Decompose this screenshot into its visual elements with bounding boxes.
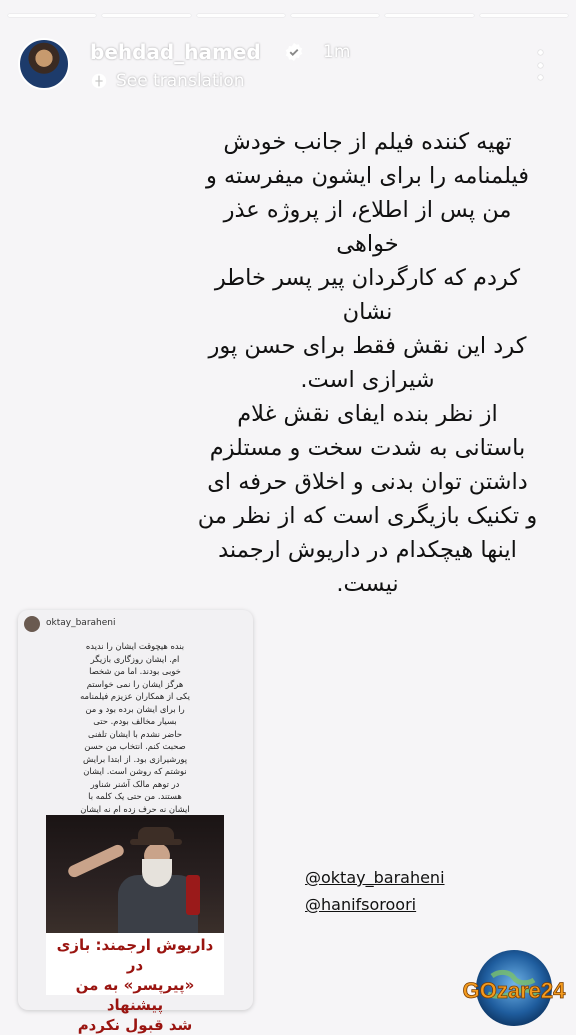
news-headline xyxy=(46,933,224,1034)
repost-text-line: بسیار مخالف بودم. حتی xyxy=(93,716,177,726)
repost-username: oktay_baraheni xyxy=(46,618,116,628)
verified-badge-icon xyxy=(284,42,304,62)
progress-segment xyxy=(480,14,568,17)
progress-segment xyxy=(197,14,285,17)
repost-text-line: نوشتم که روشن است. ایشان xyxy=(83,766,187,776)
news-photo xyxy=(46,815,224,933)
headline-line: شد قبول نکردم xyxy=(77,1016,193,1034)
progress-segment xyxy=(8,14,96,17)
caption-line: من پس از اطلاع، از پروژه عذر خواهی xyxy=(223,197,512,257)
caption-line: و تکنیک بازیگری است که از نظر من xyxy=(197,503,538,529)
story-progress-bar xyxy=(8,14,568,17)
caption-line: کردم که کارگردان پیر پسر خاطر نشان xyxy=(214,265,521,325)
avatar[interactable] xyxy=(18,38,70,90)
caption-line: شیرازی است. xyxy=(300,367,435,393)
globe-icon xyxy=(90,72,108,90)
see-translation-link[interactable] xyxy=(90,71,245,91)
mention-link[interactable]: @oktay_baraheni xyxy=(305,868,445,887)
mention-link[interactable]: @hanifsoroori xyxy=(305,895,417,914)
progress-segment xyxy=(102,14,190,17)
caption-line: کرد این نقش فقط برای حسن پور xyxy=(208,333,527,359)
see-translation-label: See translation xyxy=(116,71,245,91)
repost-text-line: حاضر نشدم با ایشان تلفنی xyxy=(87,728,183,739)
username[interactable]: behdad_hamed xyxy=(90,40,261,64)
repost-text-line: بنده هیچوقت ایشان را ندیده xyxy=(85,641,185,651)
mentions xyxy=(305,868,455,922)
reposted-story-card[interactable] xyxy=(18,610,253,1034)
repost-text-line: را برای ایشان برده بود و من xyxy=(85,703,185,714)
caption-line: نیست. xyxy=(336,571,399,597)
caption-line: تهیه کننده فیلم از جانب خودش xyxy=(223,129,512,155)
more-dot xyxy=(538,63,543,68)
repost-avatar xyxy=(24,616,40,632)
progress-segment xyxy=(291,14,379,17)
more-dot xyxy=(538,75,543,80)
repost-text-line: پورشیرازی بود. از ابتدا برایش xyxy=(82,753,188,764)
repost-text-line: ایشان نه حرف زده ام نه ایشان xyxy=(80,803,190,814)
caption-line: داشتن توان بدنی و اخلاق حرفه ای xyxy=(207,469,528,495)
more-dot xyxy=(538,50,543,55)
repost-text-line: هرگز ایشان را نمی خواستم xyxy=(86,678,184,689)
watermark-text: GOzare24 xyxy=(462,978,566,1003)
gozare24-logo xyxy=(462,948,566,1028)
caption-line: فیلمنامه را برای ایشون میفرسته و xyxy=(205,163,530,189)
progress-segment xyxy=(385,14,473,17)
caption-line: اینها هیچکدام در داریوش ارجمند xyxy=(218,537,517,563)
more-options-button[interactable] xyxy=(538,50,544,80)
repost-text-line: صحبت کنم. انتخاب من حسن xyxy=(84,741,186,751)
story-caption xyxy=(190,125,545,601)
repost-text xyxy=(50,640,220,828)
headline-line: داریوش ارجمند: بازی در xyxy=(56,936,214,974)
repost-text-line: ام. ایشان روزگاری بازیگر xyxy=(90,653,180,664)
caption-line: باستانی به شدت سخت و مستلزم xyxy=(209,435,526,461)
photo-hat-brim xyxy=(130,839,182,845)
story-header xyxy=(18,38,562,98)
headline-line: «پیرپسر» به من پیشنهاد xyxy=(75,976,195,1014)
post-time: 1m xyxy=(323,42,351,62)
repost-text-line: خوبی بودند. اما من شخصا xyxy=(89,666,181,676)
photo-microphone xyxy=(186,875,200,915)
repost-text-line: هستند. من حتی یک کلمه با xyxy=(88,791,182,801)
caption-line: از نظر بنده ایفای نقش غلام xyxy=(237,401,498,427)
repost-text-line: یکی از همکاران عزیزم فیلمنامه xyxy=(80,691,190,701)
photo-arm xyxy=(66,843,125,879)
repost-text-line: در توهم مالک آشنر شناور xyxy=(90,778,180,789)
